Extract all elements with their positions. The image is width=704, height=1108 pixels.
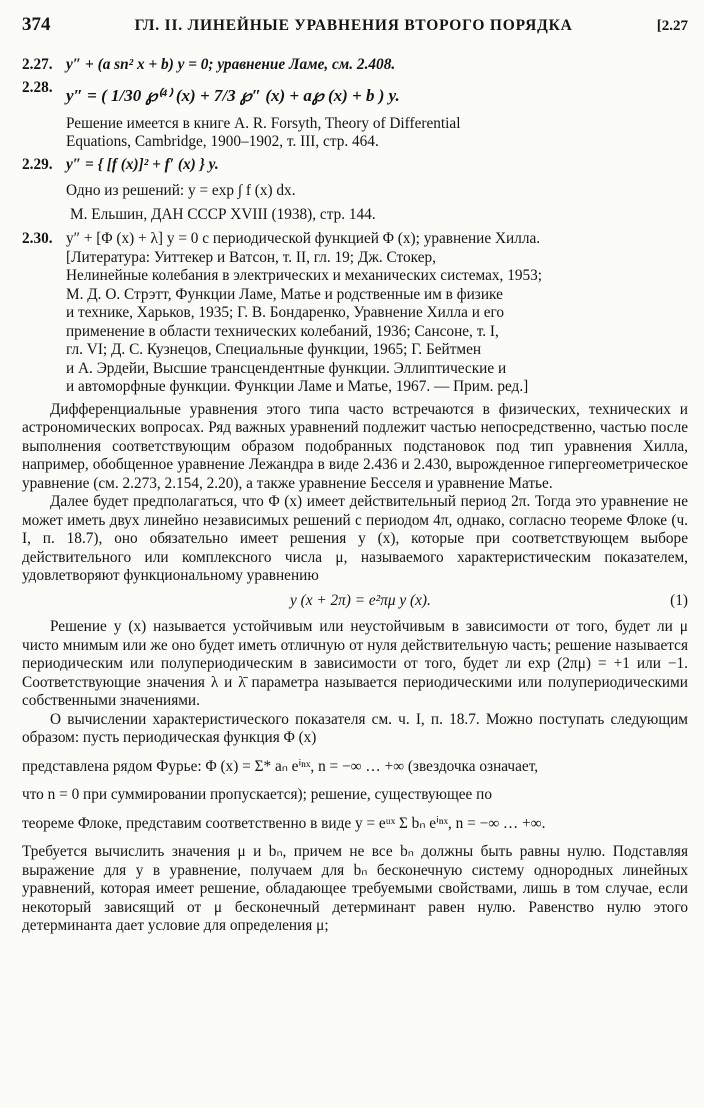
section-marker: [2.27: [656, 18, 688, 34]
entry-2-30: [22, 230, 688, 397]
fourier-series-line: представлена рядом Фурье: Φ (x) = Σ* aₙ eⁱⁿˣ, n = −∞ … +∞ (звездочка означает,: [22, 757, 539, 775]
formula-expression: y (x + 2π) = e²πμ y (x).: [290, 591, 431, 609]
equation-line: y″ = ( 1/30 ℘⁽⁴⁾ (x) + 7/3 ℘″ (x) + a℘ (x) + b ) y.: [66, 85, 400, 105]
page-header: [22, 14, 688, 36]
paragraph: Далее будет предполагаться, что Φ (x) имеет действительный период 2π. Тогда это уравнение не может иметь двух линейно независимых решений с периодом 4π, однако, согласно теореме Флоке (ч. I, п. 18.7), оно обязательно имеет решения y (x), которые при соответствующем выборе действительного или комплексного числа μ, называемого характеристическим показателем, удовлетворяют функциональному уравнению: [22, 493, 688, 584]
paragraph: Требуется вычислить значения μ и bₙ, причем не все bₙ должны быть равны нулю. Подставляя выражение для y в уравнение, получаем для bₙ бесконечную систему однородных линейных уравнений, которая имеет решение, обладающее требуемыми свойствами, лишь в том случае, если некоторый зависящий от μ бесконечный детерминант равен нулю. Равенство нулю этого детерминанта дает условие для определения μ;: [22, 843, 688, 934]
text-line: применение в области технических колебаний, 1936; Сансоне, т. I,: [66, 322, 499, 340]
text-line: что n = 0 при суммировании пропускается); решение, существующее по: [22, 786, 492, 803]
entry-2-28: [22, 79, 688, 152]
entry-number: 2.29.: [22, 155, 53, 173]
text-line: [Литература: Уиттекер и Ватсон, т. II, гл. 19; Дж. Стокер,: [66, 248, 436, 266]
text-line: y″ + [Φ (x) + λ] y = 0 с периодической функцией Φ (x); уравнение Хилла.: [66, 230, 541, 247]
text-line: гл. VI; Д. С. Кузнецов, Специальные функции, 1965; Г. Бейтмен: [66, 341, 482, 358]
entry-number: 2.27.: [22, 56, 53, 73]
source-citation: М. Ельшин, ДАН СССР XVIII (1938), стр. 144.: [70, 205, 376, 223]
text-line: и А. Эрдейи, Высшие трансцендентные функции. Эллиптические и: [66, 359, 507, 377]
running-title: ГЛ. II. ЛИНЕЙНЫЕ УРАВНЕНИЯ ВТОРОГО ПОРЯДКА: [134, 17, 573, 34]
entry-2-29: [22, 156, 688, 201]
page-number: 374: [22, 14, 51, 35]
equation-line: y″ = { [f (x)]² + f′ (x) } y.: [66, 155, 219, 173]
paragraph: О вычислении характеристического показателя см. ч. I, п. 18.7. Можно поступать следующим образом: пусть периодическая функция Φ (x): [22, 710, 688, 746]
entry-number: 2.30.: [22, 230, 53, 247]
page-content: [22, 56, 688, 936]
formula-1: [22, 592, 688, 611]
paragraph: Решение y (x) называется устойчивым или неустойчивым в зависимости от того, будет ли μ чисто мнимым или же оно будет иметь отличную от нуля действительную часть; решение называется периодическим или полупериодическим в зависимости от того, будет ли exp (2πμ) = +1 или −1. Соответствующие значения λ и λ̄ параметра называется периодическими или полупериодическими собственными значениями.: [22, 618, 688, 709]
text-line: М. Д. О. Стрэтт, Функции Ламе, Матье и родственные им в физике: [66, 285, 503, 303]
paragraph: Дифференциальные уравнения этого типа часто встречаются в физических, технических и астрономических вопросах. Ряд важных уравнений подлежит частью непосредственно, частью после выполнения соответствующим образом подобранных подстановок под тип уравнения Хилла, например, обобщенное уравнение Лежандра в виде 2.436 и 2.430, вырожденное гипергеометрическое уравнение (см. 2.273, 2.154, 2.20), а также уравнение Бесселя и уравнение Матье.: [22, 400, 688, 492]
text-line: Решение имеется в книге A. R. Forsyth, Theory of Differential: [66, 114, 461, 132]
text-line: Equations, Cambridge, 1900–1902, т. III, стр. 464.: [66, 133, 379, 150]
text-line: и автоморфные функции. Функции Ламе и Матье, 1967. — Прим. ред.]: [66, 378, 529, 395]
entry-2-27: [22, 56, 688, 75]
text-line: Одно из решений: y = exp ∫ f (x) dx.: [66, 182, 296, 199]
entry-number: 2.28.: [22, 78, 53, 96]
equation-line: y″ + (a sn² x + b) y = 0; уравнение Ламе, см. 2.408.: [66, 56, 396, 73]
text-line: и технике, Харьков, 1935; Г. В. Бондаренко, Уравнение Хилла и его: [66, 304, 505, 321]
text-line: Нелинейные колебания в электрических и механических системах, 1953;: [66, 267, 543, 284]
formula-tag: (1): [670, 591, 688, 609]
floquet-solution-line: теореме Флоке, представим соответственно в виде y = eᵘˣ Σ bₙ eⁱⁿˣ, n = −∞ … +∞.: [22, 814, 546, 832]
